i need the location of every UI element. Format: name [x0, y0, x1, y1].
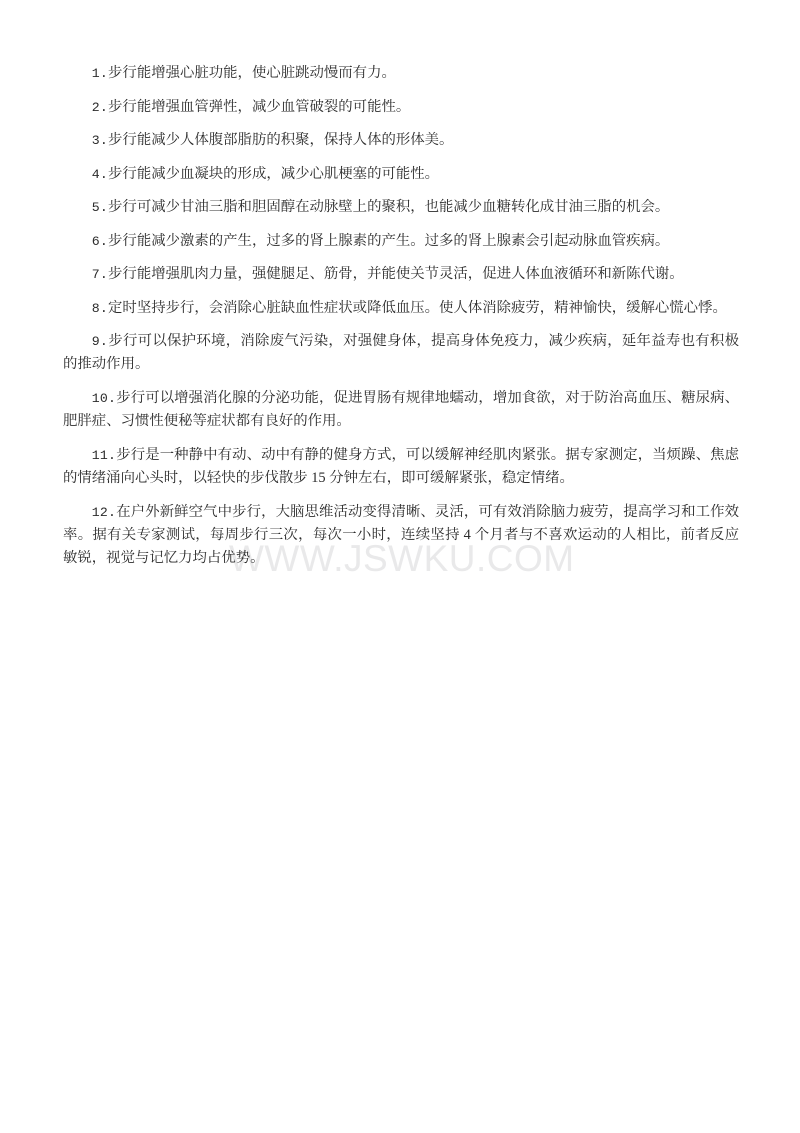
list-item: [63, 230, 739, 253]
list-item-number: 4.: [91, 166, 109, 182]
list-item-number: 9.: [91, 334, 109, 349]
list-item-text: 在户外新鲜空气中步行，大脑思维活动变得清晰、灵活，可有效消除脑力疲劳，提高学习和工作效率。据有关专家测试，每周步行三次，每次一小时，连续坚持 4 个月者与不喜欢运动的人相比，前者反应敏锐，视觉与记忆力均占优势。: [63, 504, 739, 566]
list-item: [63, 330, 739, 376]
list-item-number: 6.: [91, 233, 109, 249]
list-item-number: 8.: [91, 300, 109, 316]
document-body: [63, 62, 739, 581]
list-item-number: 11.: [91, 448, 117, 463]
list-item-text: 步行可以增强消化腺的分泌功能，促进胃肠有规律地蠕动，增加食欲，对于防治高血压、糖尿病、肥胖症、习惯性便秘等症状都有良好的作用。: [63, 390, 739, 429]
list-item: [63, 263, 739, 286]
list-item-text: 步行是一种静中有动、动中有静的健身方式，可以缓解神经肌肉紧张。据专家测定，当烦躁、焦虑的情绪涌向心头时，以轻快的步伐散步 15 分钟左右，即可缓解紧张，稳定情绪。: [63, 447, 739, 486]
list-item-text: 步行能减少激素的产生，过多的肾上腺素的产生。过多的肾上腺素会引起动脉血管疾病。: [108, 232, 670, 249]
list-item-number: 10.: [91, 391, 117, 406]
list-item-number: 5.: [91, 200, 109, 215]
list-item: [63, 129, 739, 152]
list-item-text: 步行能减少血凝块的形成，减少心肌梗塞的可能性。: [108, 165, 440, 182]
list-item: [63, 196, 739, 219]
list-item-number: 1.: [91, 66, 109, 81]
list-item: [63, 297, 739, 320]
list-item: [63, 163, 739, 186]
list-item-text: 步行能减少人体腹部脂肪的积聚，保持人体的形体美。: [108, 132, 454, 148]
list-item-number: 12.: [91, 505, 117, 520]
list-item: [63, 62, 739, 85]
list-item: [63, 444, 739, 490]
list-item-text: 步行能增强心脏功能，使心脏跳动慢而有力。: [108, 65, 396, 81]
list-item: [63, 501, 739, 570]
site-watermark: WWW.JSWKU.COM: [229, 538, 575, 579]
list-item-text: 步行可以保护环境，消除废气污染，对强健身体，提高身体免疫力，减少疾病，延年益寿也有积极的推动作用。: [63, 333, 739, 372]
list-item-number: 2.: [91, 99, 109, 115]
list-item-text: 步行能增强血管弹性，减少血管破裂的可能性。: [108, 98, 411, 115]
list-item-number: 3.: [91, 133, 109, 148]
list-item-number: 7.: [91, 267, 109, 282]
list-item: [63, 387, 739, 433]
list-item-text: 步行能增强肌肉力量，强健腿足、筋骨，并能使关节灵活，促进人体血液循环和新陈代谢。: [108, 266, 684, 282]
list-item-text: 定时坚持步行，会消除心脏缺血性症状或降低血压。使人体消除疲劳，精神愉快，缓解心慌心悸。: [108, 299, 727, 316]
list-item-text: 步行可减少甘油三脂和胆固醇在动脉壁上的聚积，也能减少血糖转化成甘油三脂的机会。: [108, 199, 670, 215]
list-item: [63, 96, 739, 119]
